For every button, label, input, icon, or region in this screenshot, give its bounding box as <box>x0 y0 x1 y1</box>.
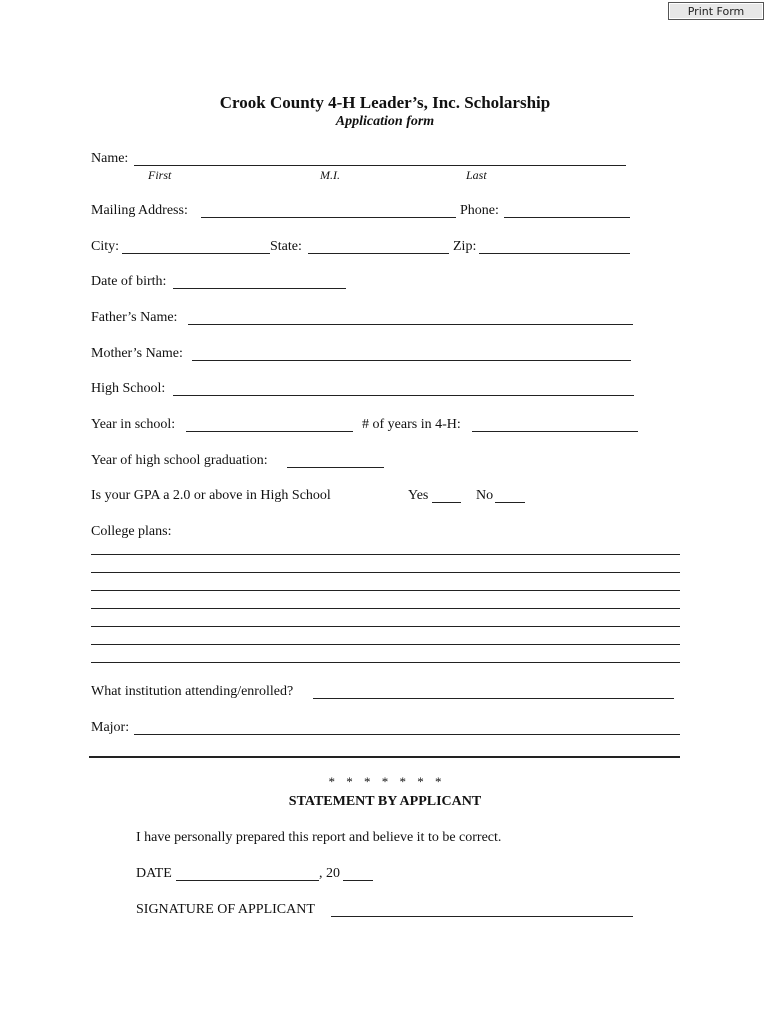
statement-text: I have personally prepared this report and believe it to be correct. <box>136 830 502 845</box>
section-divider <box>89 756 680 758</box>
year-in-school-field[interactable] <box>186 431 353 432</box>
high-school-label: High School: <box>91 381 166 396</box>
form-subtitle: Application form <box>335 114 435 129</box>
gpa-question: Is your GPA a 2.0 or above in High School <box>91 488 331 503</box>
mother-name-field[interactable] <box>192 360 631 361</box>
institution-label: What institution attending/enrolled? <box>91 684 294 699</box>
college-plans-line[interactable] <box>91 644 680 645</box>
city-label: City: <box>91 239 120 254</box>
name-label: Name: <box>91 151 129 166</box>
year-in-school-label: Year in school: <box>91 417 176 432</box>
signature-label: SIGNATURE OF APPLICANT <box>136 902 315 917</box>
year-field[interactable] <box>343 880 373 881</box>
dob-label: Date of birth: <box>91 274 167 289</box>
graduation-year-field[interactable] <box>287 467 384 468</box>
print-form-button[interactable]: Print Form <box>668 2 764 20</box>
phone-label: Phone: <box>460 203 499 218</box>
college-plans-line[interactable] <box>91 590 680 591</box>
high-school-field[interactable] <box>173 395 634 396</box>
zip-field[interactable] <box>479 253 630 254</box>
city-field[interactable] <box>122 253 270 254</box>
name-mi-caption: M.I. <box>320 168 340 182</box>
name-last-caption: Last <box>466 168 487 182</box>
dob-field[interactable] <box>173 288 346 289</box>
gpa-no-field[interactable] <box>495 502 525 503</box>
major-field[interactable] <box>134 734 680 735</box>
signature-field[interactable] <box>331 916 633 917</box>
college-plans-line[interactable] <box>91 626 680 627</box>
major-label: Major: <box>91 720 130 735</box>
zip-label: Zip: <box>453 239 477 254</box>
graduation-year-label: Year of high school graduation: <box>91 453 268 468</box>
statement-title: STATEMENT BY APPLICANT <box>288 794 482 809</box>
date-label: DATE <box>136 866 172 881</box>
college-plans-line[interactable] <box>91 572 680 573</box>
college-plans-label: College plans: <box>91 524 172 539</box>
date-field[interactable] <box>176 880 319 881</box>
mailing-address-label: Mailing Address: <box>91 203 188 218</box>
form-title: Crook County 4-H Leader’s, Inc. Scholarship <box>219 93 551 112</box>
gpa-no-label: No <box>476 488 494 503</box>
years-4h-field[interactable] <box>472 431 638 432</box>
mother-name-label: Mother’s Name: <box>91 346 183 361</box>
years-4h-label: # of years in 4-H: <box>362 417 461 432</box>
institution-field[interactable] <box>313 698 674 699</box>
name-first-caption: First <box>148 168 172 182</box>
state-field[interactable] <box>308 253 449 254</box>
father-name-field[interactable] <box>188 324 633 325</box>
gpa-yes-label: Yes <box>408 488 429 503</box>
state-label: State: <box>270 239 302 254</box>
phone-field[interactable] <box>504 217 630 218</box>
college-plans-line[interactable] <box>91 554 680 555</box>
father-name-label: Father’s Name: <box>91 310 178 325</box>
star-separator: * * * * * * * <box>328 774 442 789</box>
gpa-yes-field[interactable] <box>432 502 461 503</box>
mailing-address-field[interactable] <box>201 217 456 218</box>
year-prefix: , 20 <box>319 866 340 881</box>
name-field[interactable] <box>134 165 626 166</box>
college-plans-line[interactable] <box>91 608 680 609</box>
college-plans-line[interactable] <box>91 662 680 663</box>
